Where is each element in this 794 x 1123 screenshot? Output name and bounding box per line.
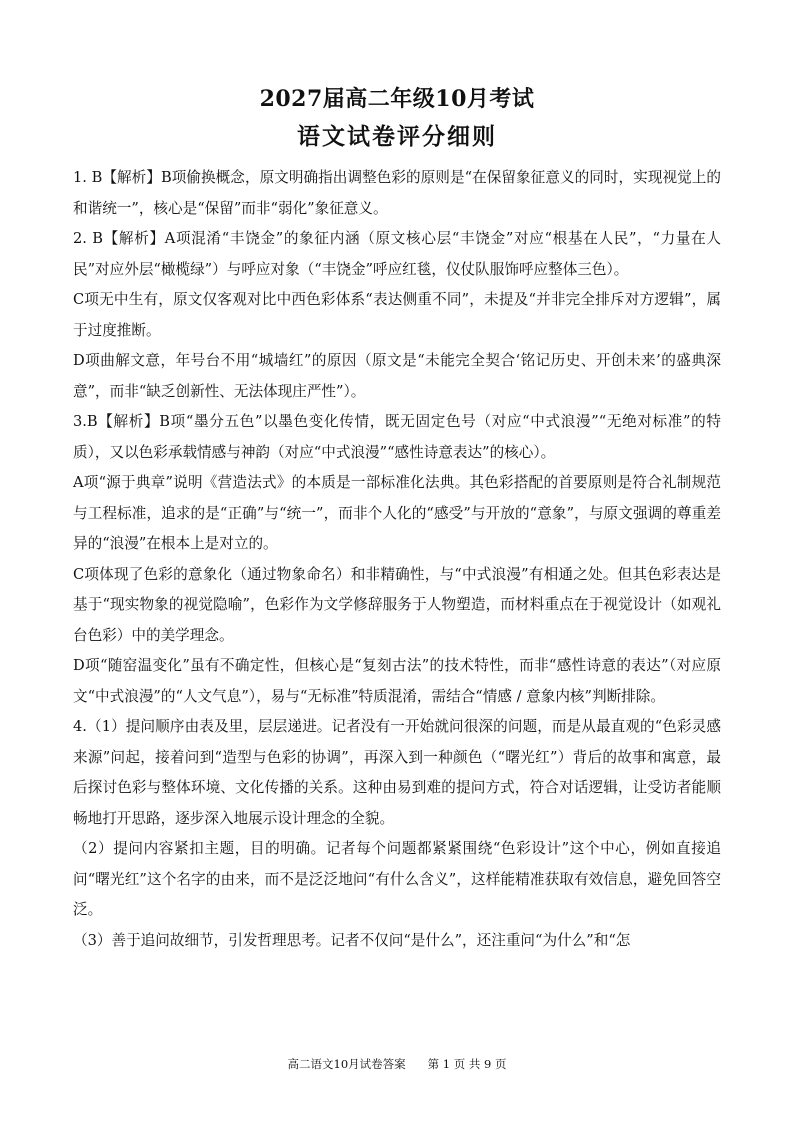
paragraph-q1: 1. B【解析】B项偷换概念，原文明确指出调整色彩的原则是“在保留象征意义的同时，实现视觉上的和谐统一”，核心是“保留”而非“弱化”象征意义。: [73, 169, 721, 217]
paragraph-q2: 2. B【解析】A项混淆“丰饶金”的象征内涵（原文核心层“丰饶金”对应“根基在人民”，“力量在人民”对应外层“橄榄绿”）与呼应对象（“丰饶金”呼应红毯，仪仗队服饰呼应整体三色）。: [73, 230, 721, 278]
paragraph-q3-option-c: C项体现了色彩的意象化（通过物象命名）和非精确性，与“中式浪漫”有相通之处。但其色彩表达是基于“现实物象的视觉隐喻”，色彩作为文学修辞服务于人物塑造，而材料重点在于视觉设计（如观礼台色彩）中的美学理念。: [73, 565, 721, 644]
paragraph-q2-option-d: D项曲解文意，年号台不用“城墙红”的原因（原文是“未能完全契合‘铭记历史、开创未来’的盛典深意”，而非“缺乏创新性、无法体现庄严性”）。: [73, 352, 721, 400]
paragraph-q4-point3: （3）善于追问故细节，引发哲理思考。记者不仅问“是什么”，还注重问“为什么”和“怎: [73, 931, 631, 949]
exam-title: 2027届高二年级10月考试: [259, 86, 535, 112]
paragraph-q3-option-a: A项“源于典章”说明《营造法式》的本质是一部标准化法典。其色彩搭配的首要原则是符合礼制规范与工程标准，追求的是“正确”与“统一”，而非个人化的“感受”与开放的“意象”，与原文强调的尊重差异的“浪漫”在根本上是对立的。: [73, 474, 721, 552]
paragraph-q3-option-d: D项“随窑温变化”虽有不确定性，但核心是“复刻古法”的技术特性，而非“感性诗意的表达”（对应原文“中式浪漫”的“人文气息”），易与“无标准”特质混淆，需结合“情感 / 意象内核”判断排除。: [73, 657, 721, 705]
footer-page-number: 第 1 页 共 9 页: [427, 1057, 507, 1071]
grading-rubric-title: 语文试卷评分细则: [297, 123, 497, 150]
footer-doc-label: 高二语文10月试卷答案: [287, 1057, 406, 1071]
paragraph-q3: 3.B【解析】B项“墨分五色”以墨色变化传情，既无固定色号（对应“中式浪漫”“无绝对标准”的特质），又以色彩承载情感与神韵（对应“中式浪漫”“感性诗意表达”的核心）。: [73, 413, 721, 461]
paragraph-q2-option-c: C项无中生有，原文仅客观对比中西色彩体系“表达侧重不同”，未提及“并非完全排斥对方逻辑”，属于过度推断。: [73, 291, 721, 339]
paragraph-q4-point1: 4.（1）提问顺序由表及里，层层递进。记者没有一开始就问很深的问题，而是从最直观的“色彩灵感来源”问起，接着问到“造型与色彩的协调”，再深入到一种颜色（“曙光红”）背后的故事和寓意，最后探讨色彩与整体环境、文化传播的关系。这种由易到难的提问方式，符合对话逻辑，让受访者能顺畅地打开思路，逐步深入地展示设计理念的全貌。: [73, 718, 721, 827]
paragraph-q4-point2: （2）提问内容紧扣主题，目的明确。记者每个问题都紧紧围绕“色彩设计”这个中心，例如直接追问“曙光红”这个名字的由来，而不是泛泛地问“有什么含义”，这样能精准获取有效信息，避免回答空泛。: [73, 840, 721, 918]
page-footer: [0, 1056, 794, 1072]
answer-content: [73, 163, 721, 956]
